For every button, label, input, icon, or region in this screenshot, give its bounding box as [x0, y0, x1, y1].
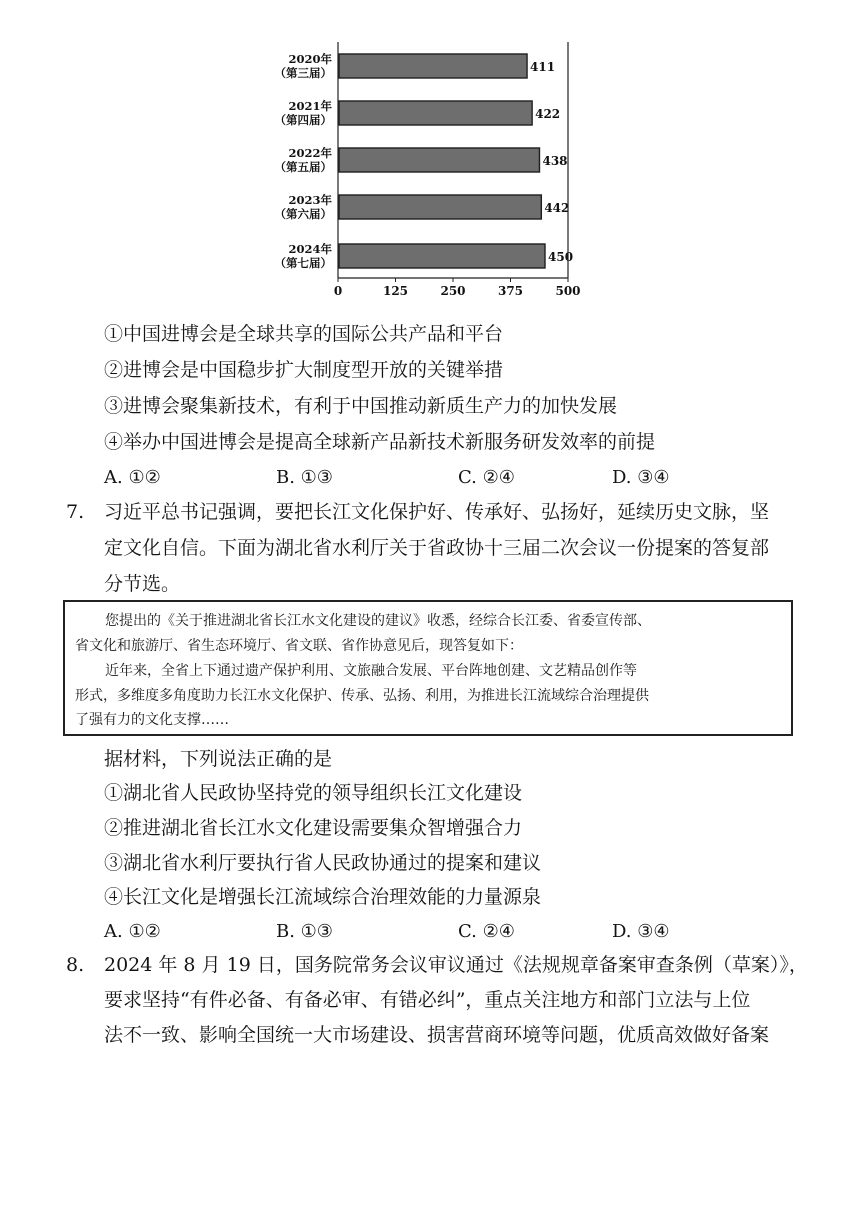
- bar-value-label-1: 411: [530, 60, 556, 74]
- q7-question: 据材料，下列说法正确的是: [104, 748, 333, 770]
- q7-material-box: [63, 600, 793, 736]
- bar-value-label-5: 450: [548, 250, 574, 264]
- q7-item-3: ③湖北省水利厅要执行省人民政协通过的提案和建议: [104, 852, 542, 874]
- q8-stem-line-3: 法不一致、影响全国统一大市场建设、损害营商环境等问题，优质高效做好备案: [104, 1024, 770, 1046]
- q6-option-a[interactable]: A. ①②: [104, 467, 161, 488]
- material-line-1: 您提出的《关于推进湖北省长江水文化建设的建议》收悉，经综合长江委、省委宣传部、: [105, 613, 651, 629]
- q6-option-d[interactable]: D. ③④: [612, 467, 670, 488]
- q8-stem-line-1: 2024 年 8 月 19 日，国务院常务会议审议通过《法规规章备案审查条例（草案）》，: [104, 954, 808, 976]
- bar-4: [339, 195, 541, 219]
- x-tick-label-1: 0: [333, 284, 343, 298]
- bar-value-label-4: 442: [544, 201, 570, 215]
- q6-options: [104, 467, 704, 491]
- bar-1: [339, 54, 527, 78]
- q7-options: [104, 921, 704, 945]
- category-label-4-line-1: 2023年: [288, 193, 332, 207]
- bar-value-label-2: 422: [535, 107, 561, 121]
- bars-layer: [275, 52, 581, 298]
- x-tick-label-4: 375: [497, 284, 524, 298]
- q8-number: 8.: [66, 954, 85, 976]
- q6-item-3: ③进博会聚集新技术，有利于中国推动新质生产力的加快发展: [104, 395, 618, 417]
- material-line-4: 形式，多维度多角度助力长江水文化保护、传承、弘扬、利用，为推进长江流域综合治理提供: [75, 688, 649, 704]
- q7-stem-line-2: 定文化自信。下面为湖北省水利厅关于省政协十三届二次会议一份提案的答复部: [104, 537, 770, 559]
- category-label-1-line-1: 2020年: [288, 52, 332, 66]
- x-tick-label-3: 250: [440, 284, 466, 298]
- q7-option-c[interactable]: C. ②④: [458, 921, 515, 942]
- q7-item-2: ②推进湖北省长江水文化建设需要集众智增强合力: [104, 817, 523, 839]
- q7-stem-line-1: 习近平总书记强调，要把长江文化保护好、传承好、弘扬好，延续历史文脉，坚: [104, 501, 770, 523]
- q6-option-c[interactable]: C. ②④: [458, 467, 515, 488]
- category-label-3-line-2: （第五届）: [274, 160, 332, 174]
- category-label-5-line-1: 2024年: [288, 242, 332, 256]
- category-label-3-line-1: 2022年: [288, 146, 332, 160]
- category-label-4-line-2: （第六届）: [274, 207, 332, 221]
- import-expo-bar-chart: [260, 38, 600, 300]
- category-label-1-line-2: （第三届）: [274, 66, 332, 80]
- bar-3: [339, 148, 539, 172]
- material-line-3: 近年来，全省上下通过遗产保护利用、文旅融合发展、平台阵地创建、文艺精品创作等: [105, 663, 637, 679]
- x-tick-label-5: 500: [555, 284, 581, 298]
- bar-2: [339, 101, 532, 125]
- material-line-5: 了强有力的文化支撑……: [75, 712, 229, 728]
- material-line-2: 省文化和旅游厅、省生态环境厅、省文联、省作协意见后，现答复如下：: [75, 638, 523, 654]
- q6-item-2: ②进博会是中国稳步扩大制度型开放的关键举措: [104, 359, 504, 381]
- category-label-2-line-1: 2021年: [288, 99, 332, 113]
- q7-option-a[interactable]: A. ①②: [104, 921, 161, 942]
- bar-5: [339, 244, 545, 268]
- q7-option-b[interactable]: B. ①③: [276, 921, 333, 942]
- x-tick-label-2: 125: [382, 284, 409, 298]
- category-label-5-line-2: （第七届）: [274, 256, 332, 270]
- category-label-2-line-2: （第四届）: [274, 113, 332, 127]
- q7-item-1: ①湖北省人民政协坚持党的领导组织长江文化建设: [104, 782, 523, 804]
- bar-value-label-3: 438: [542, 154, 568, 168]
- q7-option-d[interactable]: D. ③④: [612, 921, 670, 942]
- q8-stem-line-2: 要求坚持“有件必备、有备必审、有错必纠”，重点关注地方和部门立法与上位: [104, 989, 751, 1011]
- q7-stem-line-3: 分节选。: [104, 573, 181, 595]
- q7-number: 7.: [66, 501, 85, 523]
- q7-item-4: ④长江文化是增强长江流域综合治理效能的力量源泉: [104, 886, 542, 908]
- q6-option-b[interactable]: B. ①③: [276, 467, 333, 488]
- q6-item-4: ④举办中国进博会是提高全球新产品新技术新服务研发效率的前提: [104, 431, 656, 453]
- q6-item-1: ①中国进博会是全球共享的国际公共产品和平台: [104, 323, 504, 345]
